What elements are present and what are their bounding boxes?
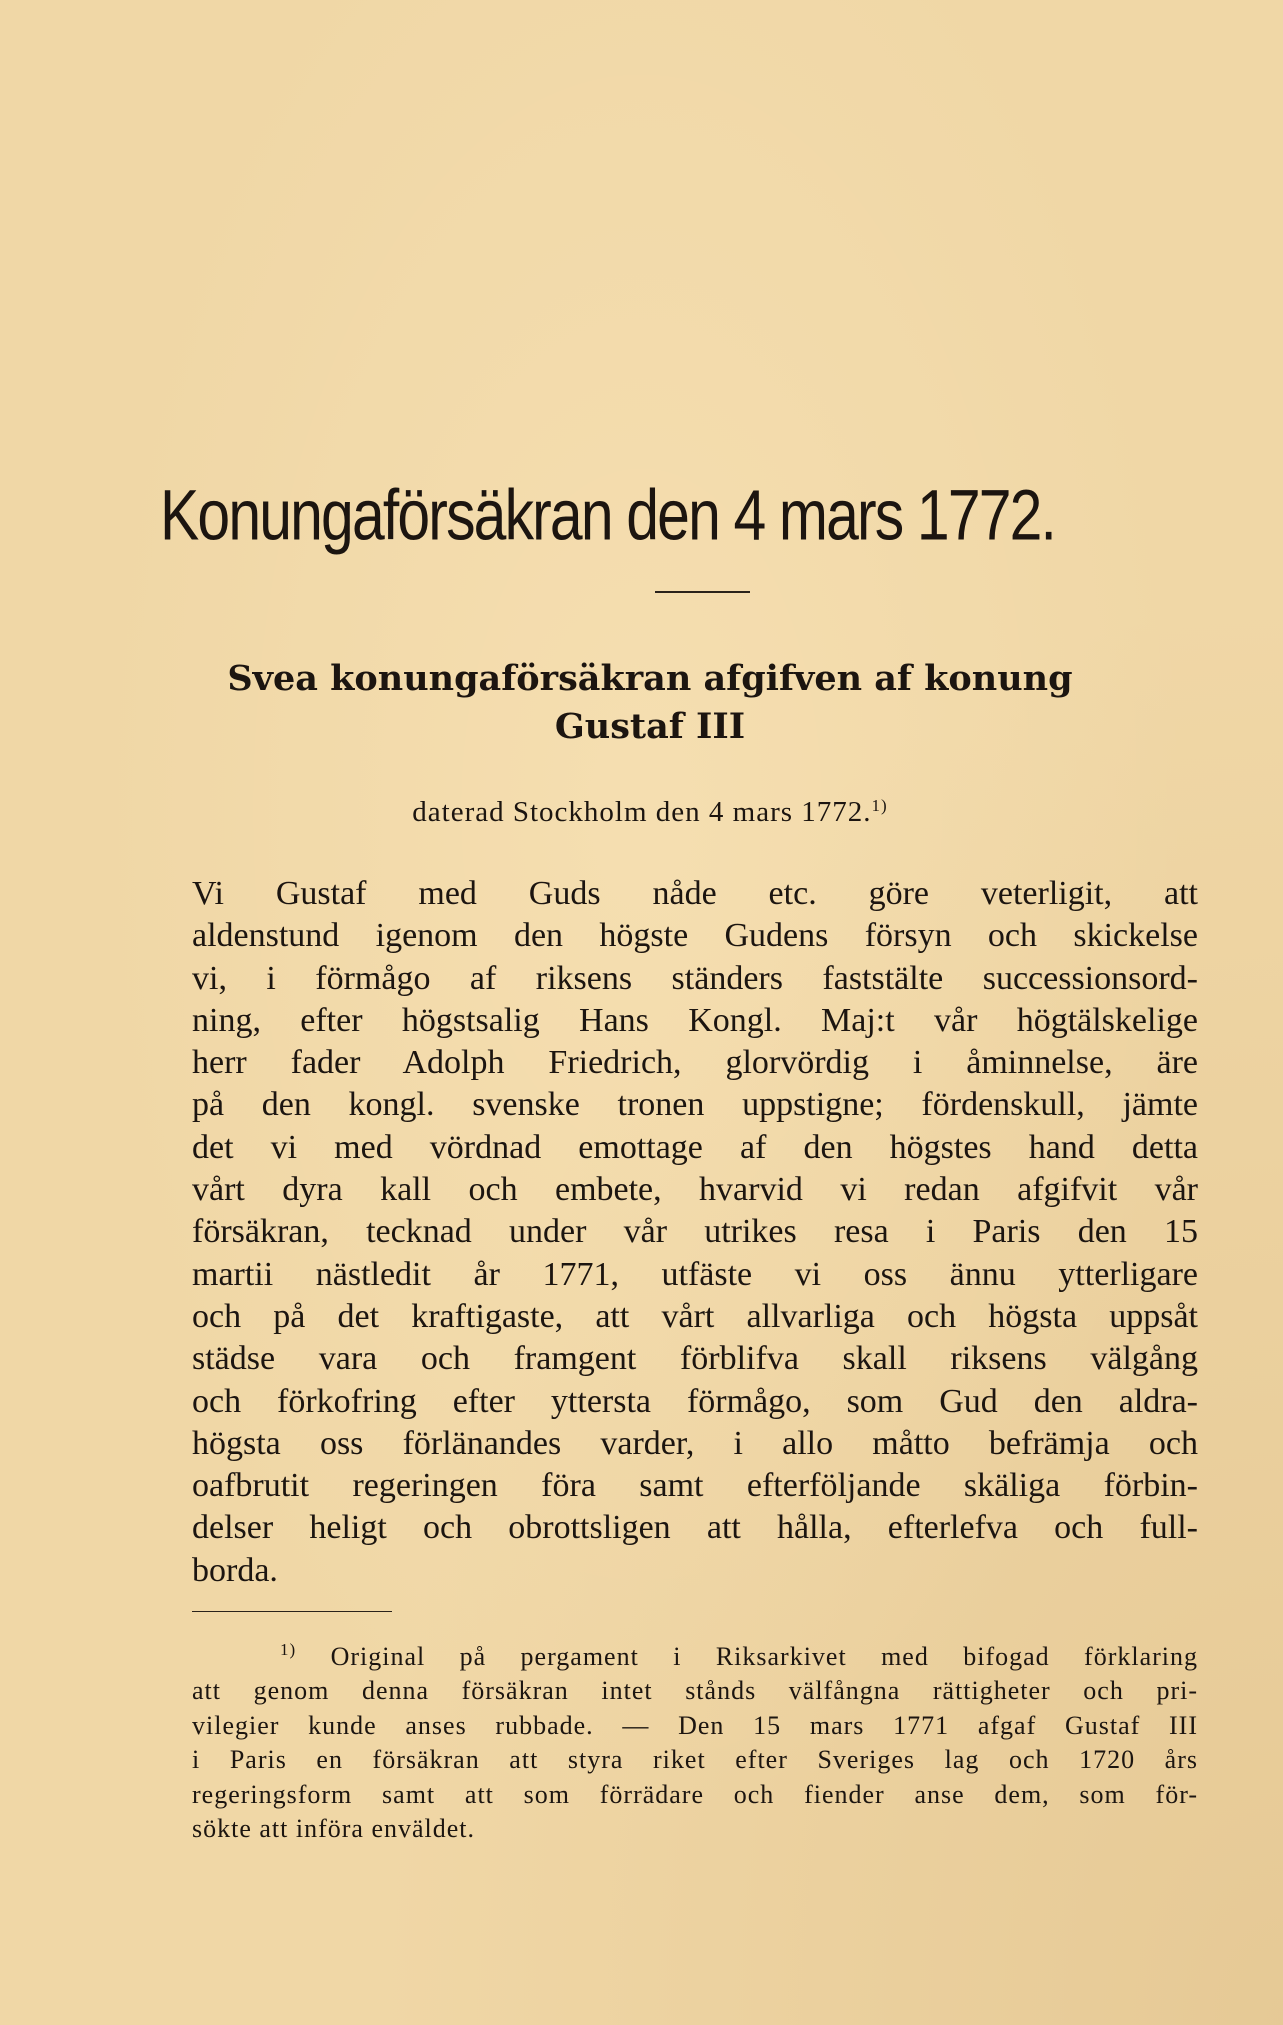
body-line: Vi Gustaf med Guds nåde etc. göre veterligit, att [192, 875, 1198, 912]
body-line: och på det kraftigaste, att vårt allvarliga och högsta uppsåt [192, 1297, 1198, 1335]
body-line: städse vara och framgent förblifva skall riksens välgång [192, 1340, 1198, 1378]
body-line: herr fader Adolph Friedrich, glorvördig i åminnelse, äre [192, 1044, 1198, 1082]
footnote-line [192, 1633, 1198, 1674]
body-line: det vi med vördnad emottage af den högstes hand detta [192, 1128, 1198, 1166]
body-line: delser heligt och obrottsligen att hålla, efterlefva och full- [192, 1509, 1198, 1547]
page-title: Konungaförsäkran den 4 mars 1772. [160, 474, 1056, 556]
footnote-divider [192, 1611, 392, 1612]
dateline-text: daterad Stockholm den 4 mars 1772. [412, 796, 872, 828]
body-line: högsta oss förlänandes varder, i allo måtto befrämja och [192, 1424, 1198, 1462]
body-line: och förkofring efter yttersta förmågo, som Gud den aldra- [192, 1382, 1198, 1420]
body-line: oafbrutit regeringen föra samt efterföljande skäliga förbin- [192, 1467, 1198, 1505]
body-line: borda. [192, 1551, 278, 1589]
footnote-line: i Paris en försäkran att styra riket efter Sveriges lag och 1720 års [192, 1745, 1198, 1775]
footnote-line: att genom denna försäkran intet stånds välfångna rättigheter och pri- [192, 1676, 1198, 1706]
title-divider [655, 591, 750, 593]
body-line: martii nästledit år 1771, utfäste vi oss ännu ytterligare [192, 1255, 1198, 1293]
footnote-marker-text: 1) [280, 1640, 297, 1659]
dateline [190, 788, 1110, 830]
body-line: försäkran, tecknad under vår utrikes resa i Paris den 15 [192, 1213, 1198, 1251]
body-line: vi, i förmågo af riksens ständers faststälte successionsord- [192, 959, 1198, 997]
body-line: aldenstund igenom den högste Gudens försyn och skickelse [192, 917, 1198, 955]
body-line: ning, efter högstsalig Hans Kongl. Maj:t vår högtälskelige [192, 1001, 1198, 1039]
body-line: vårt dyra kall och embete, hvarvid vi redan afgifvit vår [192, 1171, 1198, 1209]
subtitle-line-1: Svea konungaförsäkran afgifven af konung [227, 658, 1073, 699]
document-subtitle [190, 655, 1110, 751]
dateline-footnote-marker: 1) [871, 796, 888, 815]
footnote-line: sökte att införa enväldet. [192, 1814, 476, 1844]
footnote-line: regeringsform samt att som förrädare och fiender anse dem, som för- [192, 1779, 1198, 1809]
footnote-marker [280, 1642, 296, 1671]
body-line: på den kongl. svenske tronen uppstigne; fördenskull, jämte [192, 1086, 1198, 1124]
subtitle-line-2: Gustaf III [554, 706, 746, 747]
body-paragraph [192, 873, 1198, 1592]
footnote-line: vilegier kunde anses rubbade. — Den 15 mars 1771 afgaf Gustaf III [192, 1710, 1198, 1740]
footnote-line-text: Original på pergament i Riksarkivet med bifogad förklaring [330, 1642, 1199, 1671]
footnote [192, 1633, 1198, 1846]
